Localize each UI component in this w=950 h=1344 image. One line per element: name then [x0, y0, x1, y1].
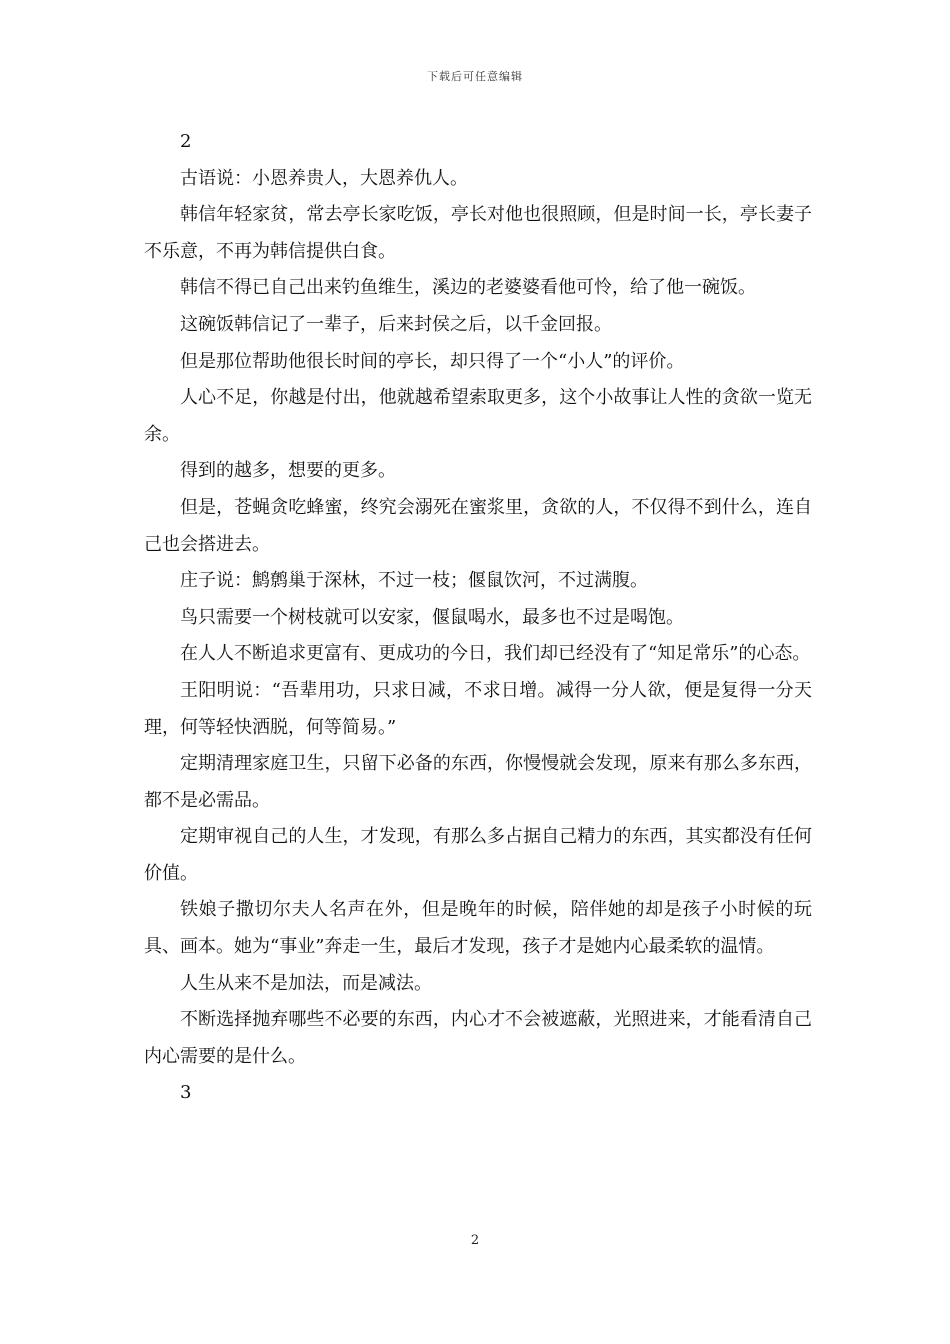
- paragraph: 但是那位帮助他很长时间的亭长，却只得了一个“小人”的评价。: [180, 350, 685, 372]
- page-header: 下载后可任意编辑: [427, 70, 523, 83]
- paragraph: 铁娘子撒切尔夫人名声在外，但是晚年的时候，陪伴她的却是孩子小时候的玩具、画本。她为“事业”奔走一生，最后才发现，孩子才是她内心最柔软的温情。: [144, 899, 812, 958]
- paragraph: 定期清理家庭卫生，只留下必备的东西，你慢慢就会发现，原来有那么多东西，都不是必需品。: [144, 753, 812, 811]
- paragraph: 韩信不得已自己出来钓鱼维生，溪边的老婆婆看他可怜，给了他一碗饭。: [180, 277, 756, 299]
- paragraph: 韩信年轻家贫，常去亭长家吃饭，亭长对他也很照顾，但是时间一长，亭长妻子不乐意，不再为韩信提供白食。: [144, 204, 812, 262]
- section-number: 3: [180, 1082, 192, 1104]
- paragraph: 人心不足，你越是付出，他就越希望索取更多，这个小故事让人性的贪欲一览无余。: [144, 387, 812, 445]
- paragraph: 庄子说：鹪鹩巢于深林，不过一枝；偃鼠饮河，不过满腹。: [180, 570, 648, 592]
- paragraph: 定期审视自己的人生，才发现，有那么多占据自己精力的东西，其实都没有任何价值。: [144, 826, 812, 884]
- paragraph: 王阳明说：“吾辈用功，只求日减，不求日增。减得一分人欲，便是复得一分天理，何等轻快洒脱，何等简易。”: [144, 679, 812, 738]
- paragraph: 这碗饭韩信记了一辈子，后来封侯之后，以千金回报。: [180, 313, 612, 335]
- paragraph: 但是，苍蝇贪吃蜂蜜，终究会溺死在蜜浆里，贪欲的人，不仅得不到什么，连自己也会搭进去。: [144, 496, 812, 555]
- paragraph: 在人人不断追求更富有、更成功的今日，我们却已经没有了“知足常乐”的心态。: [180, 643, 811, 665]
- paragraph: 人生从来不是加法，而是减法。: [180, 972, 432, 994]
- document-body: [144, 124, 812, 1112]
- section-number: 2: [180, 131, 192, 152]
- paragraph: 不断选择抛弃哪些不必要的东西，内心才不会被遮蔽，光照进来，才能看清自己内心需要的是什么。: [144, 1009, 812, 1067]
- page-number: 2: [470, 1233, 480, 1248]
- paragraph: 古语说：小恩养贵人，大恩养仇人。: [180, 167, 468, 189]
- paragraph: 得到的越多，想要的更多。: [180, 460, 396, 482]
- paragraph: 鸟只需要一个树枝就可以安家，偃鼠喝水，最多也不过是喝饱。: [180, 606, 684, 628]
